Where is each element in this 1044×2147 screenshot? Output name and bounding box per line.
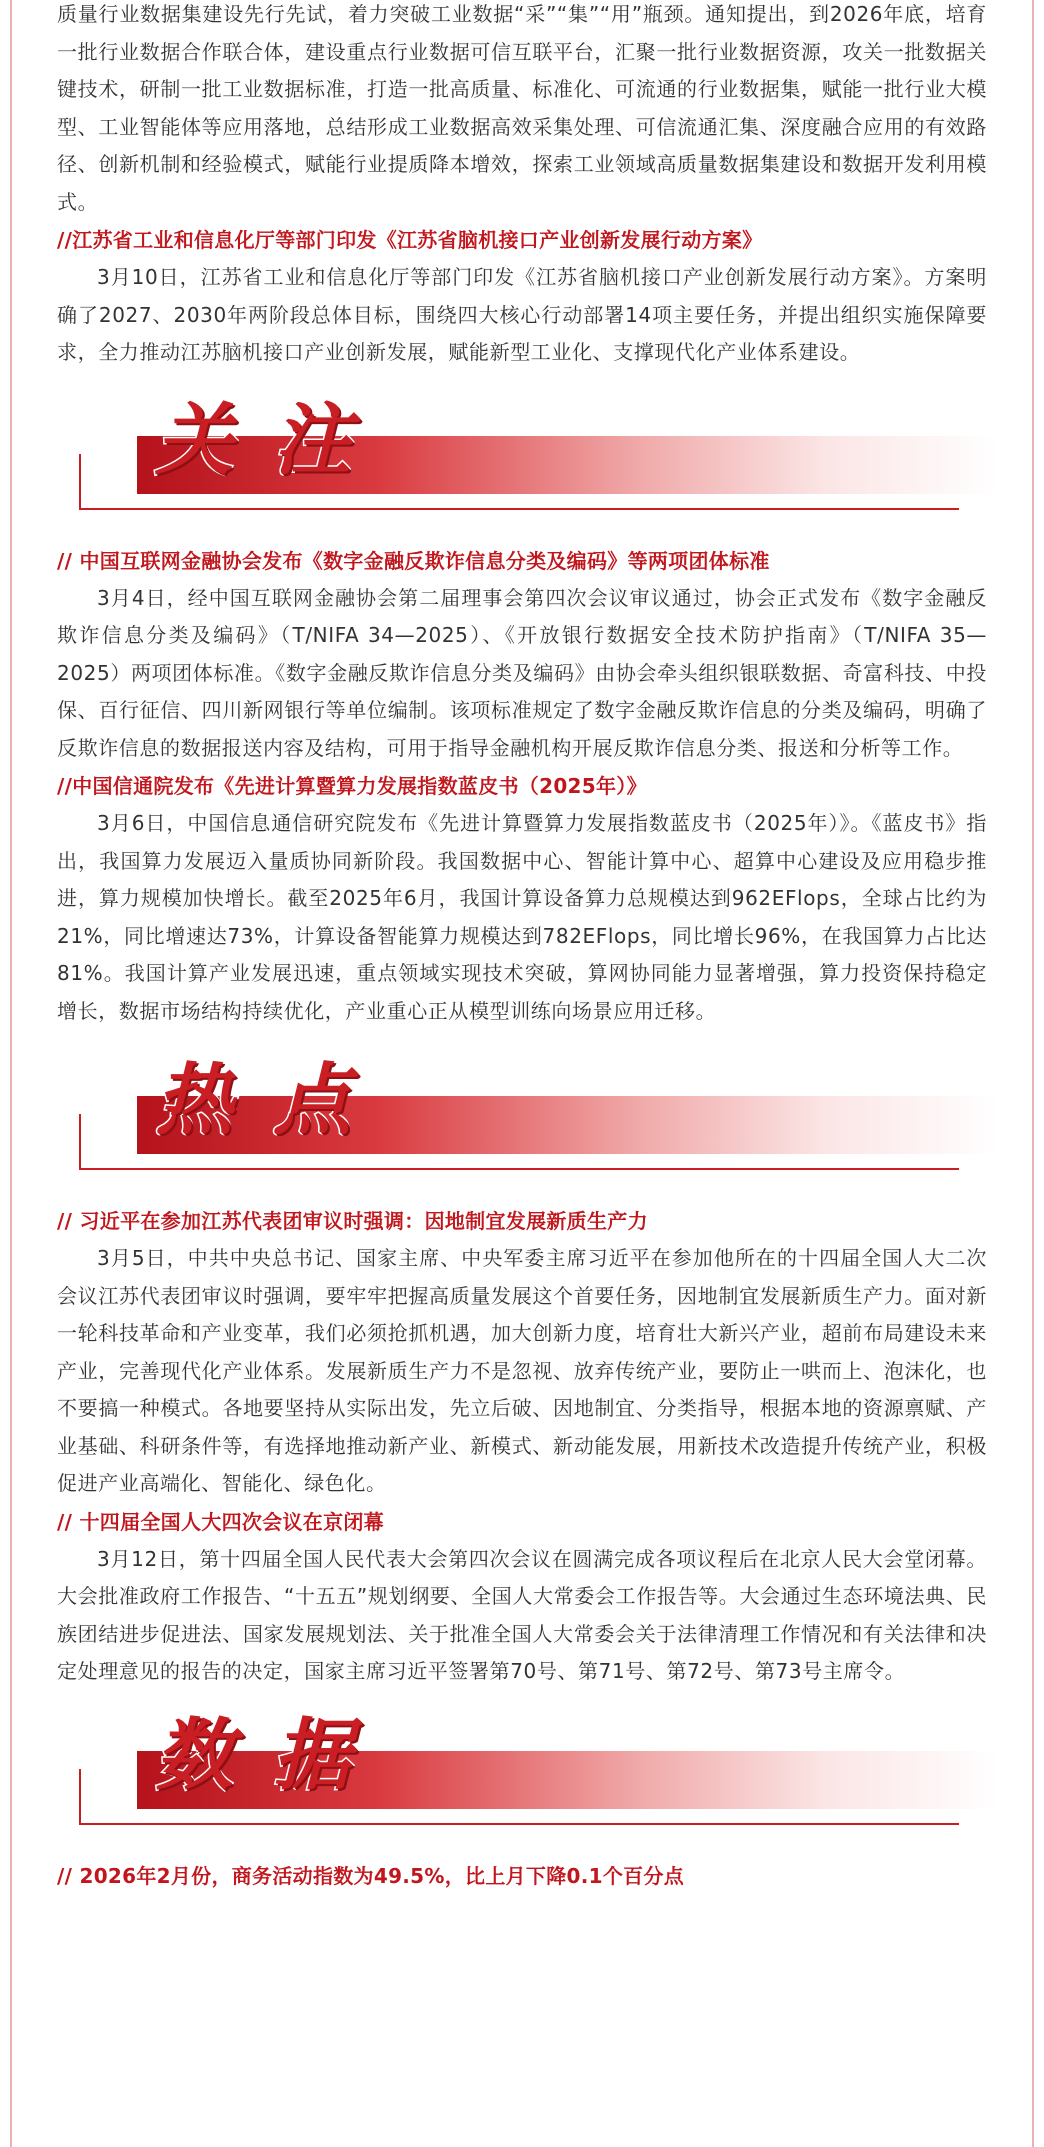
banner-title: 数据 xyxy=(155,1709,392,1801)
hot-paragraph-2: 3月12日，第十四届全国人民代表大会第四次会议在圆满完成各项议程后在北京人民大会堂闭幕。大会批准政府工作报告、“十五五”规划纲要、全国人大常委会工作报告等。大会通过生态环境法典、民族团结进步促进法、国家发展规划法、关于批准全国人大常委会关于法律清理工作情况和有关法律和决定处理意见的报告的决定，国家主席习近平签署第70号、第71号、第72号、第73号主席令。 xyxy=(57,1546,987,1683)
hot-paragraph-1: 3月5日，中共中央总书记、国家主席、中央军委主席习近平在参加他所在的十四届全国人大二次会议江苏代表团审议时强调，要牢牢把握高质量发展这个首要任务，因地制宜发展新质生产力。面对新一轮科技革命和产业变革，我们必须抢抓机遇，加大创新力度，培育壮大新兴产业，超前布局建设未来产业，完善现代化产业体系。发展新质生产力不是忽视、放弃传统产业，要防止一哄而上、泡沫化，也不要搞一种模式。各地要坚持从实际出发，先立后破、因地制宜、分类指导，根据本地的资源禀赋、产业基础、科研条件等，有选择地推动新产业、新模式、新动能发展，用新技术改造提升传统产业，积极促进产业高端化、智能化、绿色化。 xyxy=(57,1246,987,1495)
hot-heading-2: // 十四届全国人大四次会议在京闭幕 xyxy=(57,1509,384,1534)
data-heading-1: // 2026年2月份，商务活动指数为49.5%，比上月下降0.1个百分点 xyxy=(57,1863,685,1888)
intro-paragraph-2: 3月10日，江苏省工业和信息化厅等部门印发《江苏省脑机接口产业创新发展行动方案》。方案明确了2027、2030年两阶段总体目标，围绕四大核心行动部署14项主要任务，并提出组织实施保障要求，全力推动江苏脑机接口产业创新发展，赋能新型工业化、支撑现代化产业体系建设。 xyxy=(57,265,987,364)
banner-title: 热点 xyxy=(155,1055,392,1146)
section-banner-hot xyxy=(57,1046,987,1196)
right-border-line xyxy=(1032,0,1034,2147)
section-banner-data xyxy=(57,1701,987,1851)
article-content xyxy=(57,0,987,1895)
left-border-line xyxy=(10,0,12,2147)
focus-heading-1: // 中国互联网金融协会发布《数字金融反欺诈信息分类及编码》等两项团体标准 xyxy=(57,548,770,573)
focus-paragraph-1: 3月4日，经中国互联网金融协会第二届理事会第四次会议审议通过，协会正式发布《数字金融反欺诈信息分类及编码》（T/NIFA 34—2025）、《开放银行数据安全技术防护指南》（T/NIFA 35—2025）两项团体标准。《数字金融反欺诈信息分类及编码》由协会牵头组织银联数据、奇富科技、中投保、百行征信、四川新网银行等单位编制。该项标准规定了数字金融反欺诈信息的分类及编码，明确了反欺诈信息的数据报送内容及结构，可用于指导金融机构开展反欺诈信息分类、报送和分析等工作。 xyxy=(57,585,987,760)
focus-paragraph-2: 3月6日，中国信息通信研究院发布《先进计算暨算力发展指数蓝皮书（2025年）》。《蓝皮书》指出，我国算力发展迈入量质协同新阶段。我国数据中心、智能计算中心、超算中心建设及应用稳步推进，算力规模加快增长。截至2025年6月，我国计算设备算力总规模达到962EFlops，全球占比约为21%，同比增速达73%，计算设备智能算力规模达到782EFlops，同比增长96%，在我国算力占比达81%。我国计算产业发展迅速，重点领域实现技术突破，算网协同能力显著增强，算力投资保持稳定增长，数据市场结构持续优化，产业重心正从模型训练向场景应用迁移。 xyxy=(57,811,987,1023)
banner-title: 关注 xyxy=(155,394,392,486)
intro-paragraph-1: 质量行业数据集建设先行先试，着力突破工业数据“采”“集”“用”瓶颈。通知提出，到2026年底，培育一批行业数据合作联合体，建设重点行业数据可信互联平台，汇聚一批行业数据资源，攻关一批数据关键技术，研制一批工业数据标准，打造一批高质量、标准化、可流通的行业数据集，赋能一批行业大模型、工业智能体等应用落地，总结形成工业数据高效采集处理、可信流通汇集、深度融合应用的有效路径、创新机制和经验模式，赋能行业提质降本增效，探索工业领域高质量数据集建设和数据开发利用模式。 xyxy=(57,2,987,214)
intro-heading-2: //江苏省工业和信息化厅等部门印发《江苏省脑机接口产业创新发展行动方案》 xyxy=(57,228,763,252)
section-banner-focus xyxy=(57,386,987,536)
focus-heading-2: //中国信通院发布《先进计算暨算力发展指数蓝皮书（2025年）》 xyxy=(57,774,647,798)
hot-heading-1: // 习近平在参加江苏代表团审议时强调：因地制宜发展新质生产力 xyxy=(57,1209,648,1233)
